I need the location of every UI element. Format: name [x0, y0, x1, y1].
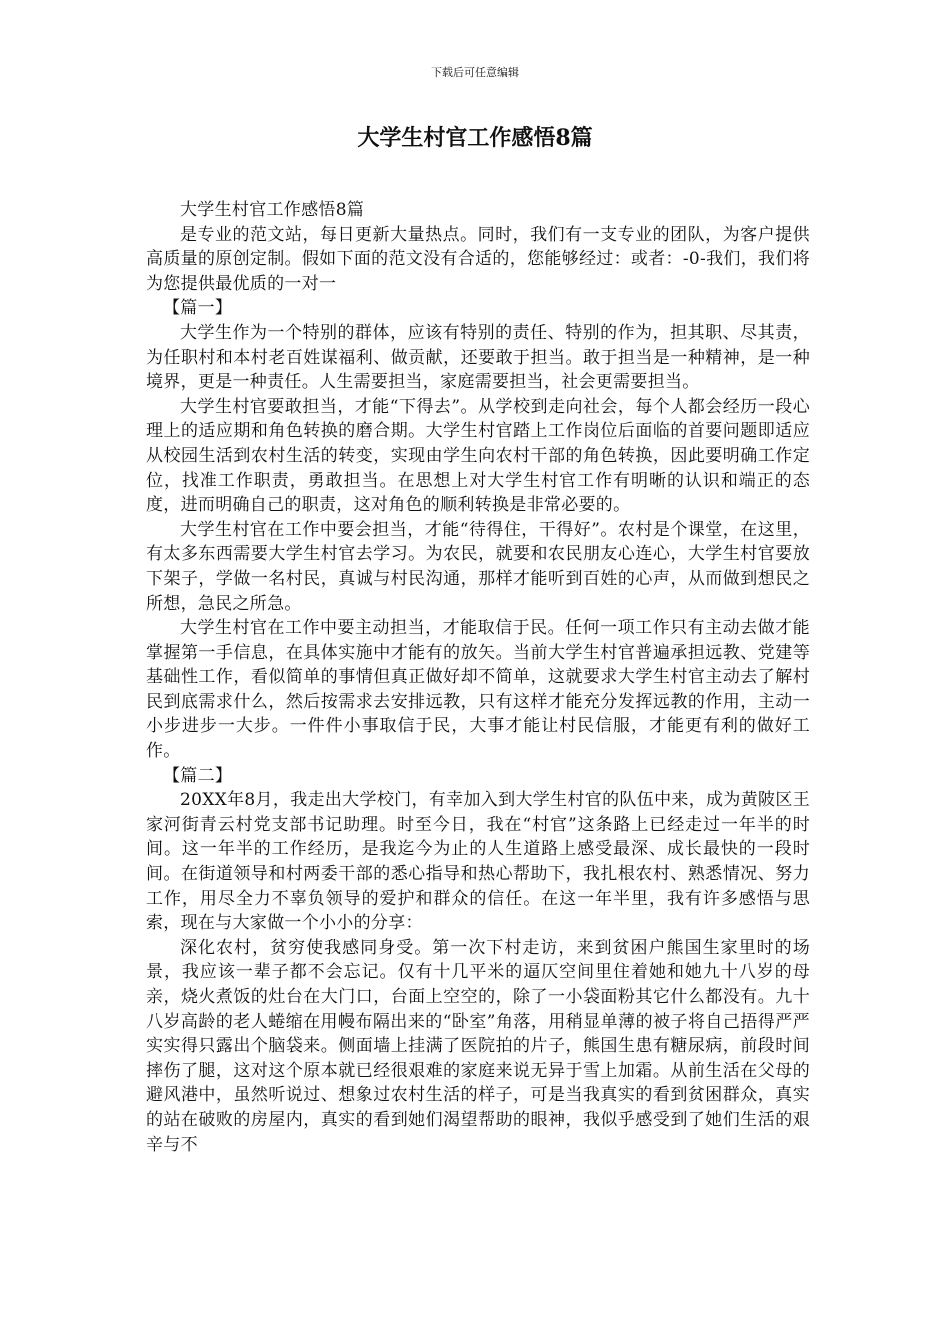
document-title: 大学生村官工作感悟8篇	[357, 125, 593, 151]
body-paragraph: 大学生村官要敢担当，才能“下得去”。从学校到走向社会，每个人都会经历一段心理上的适应期和角色转换的磨合期。大学生村官踏上工作岗位后面临的首要问题即适应从校园生活到农村生活的转变，实现由学生向农村干部的角色转换，因此要明确工作定位，找准工作职责，勇敢担当。在思想上对大学生村官工作有明晰的认识和端正的态度，进而明确自己的职责，这对角色的顺利转换是非常必要的。	[146, 396, 810, 516]
intro-paragraph: 是专业的范文站，每日更新大量热点。同时，我们有一支专业的团队，为客户提供高质量的原创定制。假如下面的范文没有合适的，您能够经过：或者：-0-我们，我们将为您提供最优质的一对一	[146, 224, 810, 294]
document-body	[146, 198, 810, 1157]
body-paragraph: 大学生村官在工作中要会担当，才能“待得住，干得好”。农村是个课堂，在这里，有太多东西需要大学生村官去学习。为农民，就要和农民朋友心连心，大学生村官要放下架子，学做一名村民，真诚与村民沟通，那样才能听到百姓的心声，从而做到想民之所想，急民之所急。	[146, 519, 810, 614]
download-note: 下载后可任意编辑	[431, 66, 519, 79]
section-heading-1: 【篇一】	[163, 298, 233, 319]
body-paragraph: 深化农村，贫穷使我感同身受。第一次下村走访，来到贫困户熊国生家里时的场景，我应该一辈子都不会忘记。仅有十几平米的逼仄空间里住着她和她九十八岁的母亲，烧火煮饭的灶台在大门口，台面上空空的，除了一小袋面粉其它什么都没有。九十八岁高龄的老人蜷缩在用幔布隔出来的“卧室”角落，用稍显单薄的被子将自己捂得严严实实得只露出个脑袋来。侧面墙上挂满了医院拍的片子，熊国生患有糖尿病，前段时间摔伤了腿，这对这个原本就已经很艰难的家庭来说无异于雪上加霜。从前生活在父母的避风港中，虽然听说过、想象过农村生活的样子，可是当我真实的看到贫困群众，真实的站在破败的房屋内，真实的看到她们渴望帮助的眼神，我似乎感受到了她们生活的艰辛与不	[146, 937, 810, 1155]
section-heading-2: 【篇二】	[163, 765, 233, 786]
body-paragraph: 大学生村官在工作中要主动担当，才能取信于民。任何一项工作只有主动去做才能掌握第一手信息，在具体实施中才能有的放矢。当前大学生村官普遍承担远教、党建等基础性工作，看似简单的事情但真正做好却不简单，这就要求大学生村官主动去了解村民到底需求什么，然后按需求去安排远教，只有这样才能充分发挥远教的作用，主动一小步进步一大步。一件件小事取信于民，大事才能让村民信服，才能更有利的做好工作。	[146, 618, 810, 762]
document-subtitle: 大学生村官工作感悟8篇	[180, 200, 365, 220]
body-paragraph: 大学生作为一个特别的群体，应该有特别的责任、特别的作为，担其职、尽其责，为任职村和本村老百姓谋福利、做贡献，还要敢于担当。敢于担当是一种精神，是一种境界，更是一种责任。人生需要担当，家庭需要担当，社会更需要担当。	[146, 322, 810, 393]
body-paragraph: 20XX年8月，我走出大学校门，有幸加入到大学生村官的队伍中来，成为黄陂区王家河街青云村党支部书记助理。时至今日，我在“村官”这条路上已经走过一年半的时间。这一年半的工作经历，是我迄今为止的人生道路上感受最深、成长最快的一段时间。在街道领导和村两委干部的悉心指导和热心帮助下，我扎根农村、熟悉情况、努力工作，用尽全力不辜负领导的爱护和群众的信任。在这一年半里，我有许多感悟与思索，现在与大家做一个小小的分享：	[146, 790, 810, 934]
